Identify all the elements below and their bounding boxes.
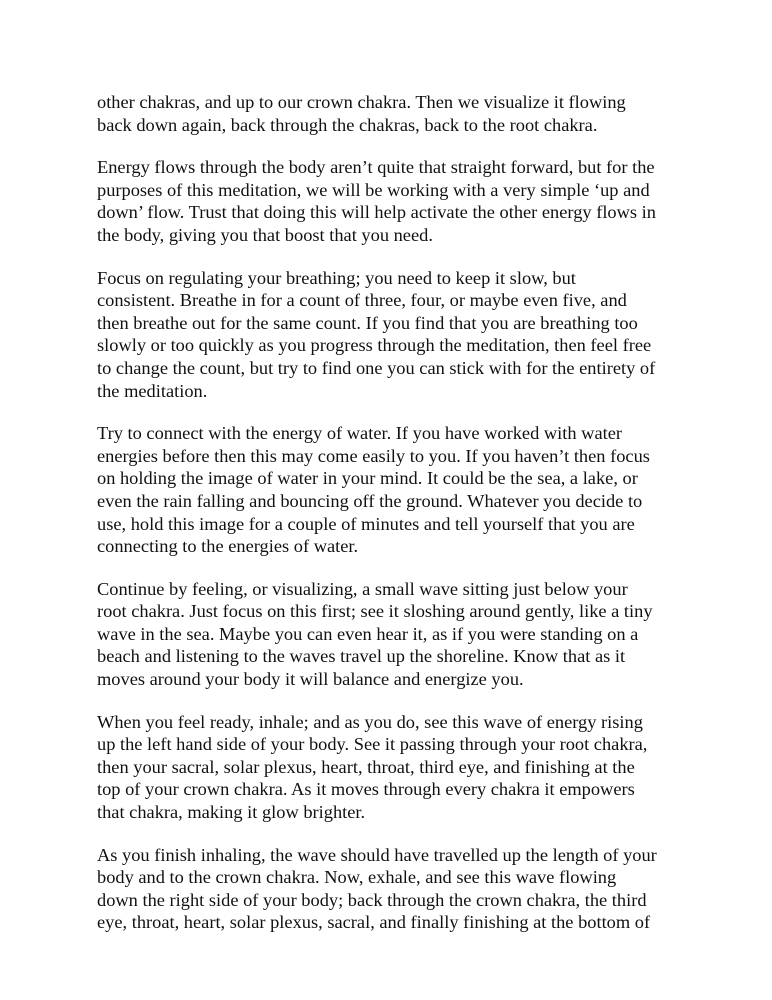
text-line: root chakra. Just focus on this first; see it sloshing around gently, like a tiny	[97, 601, 653, 622]
text-line: moves around your body it will balance and energize you.	[97, 669, 524, 690]
text-line: that chakra, making it glow brighter.	[97, 802, 366, 823]
text-line: down’ flow. Trust that doing this will help activate the other energy flows in	[97, 202, 656, 223]
paragraph-5	[97, 578, 687, 691]
paragraph-1	[97, 91, 687, 136]
text-line: on holding the image of water in your mind. It could be the sea, a lake, or	[97, 468, 638, 489]
text-line: back down again, back through the chakras, back to the root chakra.	[97, 114, 598, 135]
paragraph-6	[97, 711, 687, 824]
text-line: When you feel ready, inhale; and as you do, see this wave of energy rising	[97, 711, 643, 732]
text-line: beach and listening to the waves travel up the shoreline. Know that as it	[97, 646, 626, 667]
text-line: down the right side of your body; back through the crown chakra, the third	[97, 889, 647, 910]
text-line: wave in the sea. Maybe you can even hear it, as if you were standing on a	[97, 623, 639, 644]
text-line: connecting to the energies of water.	[97, 536, 359, 557]
text-line: energies before then this may come easily to you. If you haven’t then focus	[97, 445, 650, 466]
text-line: even the rain falling and bouncing off the ground. Whatever you decide to	[97, 490, 643, 511]
text-line: eye, throat, heart, solar plexus, sacral, and finally finishing at the bottom of	[97, 912, 651, 933]
text-line: top of your crown chakra. As it moves through every chakra it empowers	[97, 779, 635, 800]
text-line: Focus on regulating your breathing; you need to keep it slow, but	[97, 267, 576, 288]
text-line: then your sacral, solar plexus, heart, throat, third eye, and finishing at the	[97, 756, 635, 777]
body-text	[97, 91, 687, 954]
text-line: then breathe out for the same count. If you find that you are breathing too	[97, 312, 638, 333]
text-line: Energy flows through the body aren’t quite that straight forward, but for the	[97, 157, 655, 178]
text-line: body and to the crown chakra. Now, exhale, and see this wave flowing	[97, 867, 617, 888]
text-line: purposes of this meditation, we will be working with a very simple ‘up and	[97, 179, 650, 200]
paragraph-7	[97, 844, 687, 934]
text-line: consistent. Breathe in for a count of three, four, or maybe even five, and	[97, 290, 627, 311]
text-line: the body, giving you that boost that you need.	[97, 224, 433, 245]
paragraph-4	[97, 422, 687, 558]
text-line: slowly or too quickly as you progress through the meditation, then feel free	[97, 335, 652, 356]
paragraph-3	[97, 267, 687, 403]
text-line: the meditation.	[97, 380, 208, 401]
text-line: Try to connect with the energy of water. If you have worked with water	[97, 423, 623, 444]
text-line: to change the count, but try to find one you can stick with for the entirety of	[97, 357, 656, 378]
text-line: As you finish inhaling, the wave should have travelled up the length of your	[97, 844, 657, 865]
text-line: Continue by feeling, or visualizing, a small wave sitting just below your	[97, 578, 628, 599]
paragraph-2	[97, 156, 687, 246]
text-line: up the left hand side of your body. See it passing through your root chakra,	[97, 734, 648, 755]
text-line: other chakras, and up to our crown chakra. Then we visualize it flowing	[97, 92, 626, 112]
text-line: use, hold this image for a couple of minutes and tell yourself that you are	[97, 513, 635, 534]
